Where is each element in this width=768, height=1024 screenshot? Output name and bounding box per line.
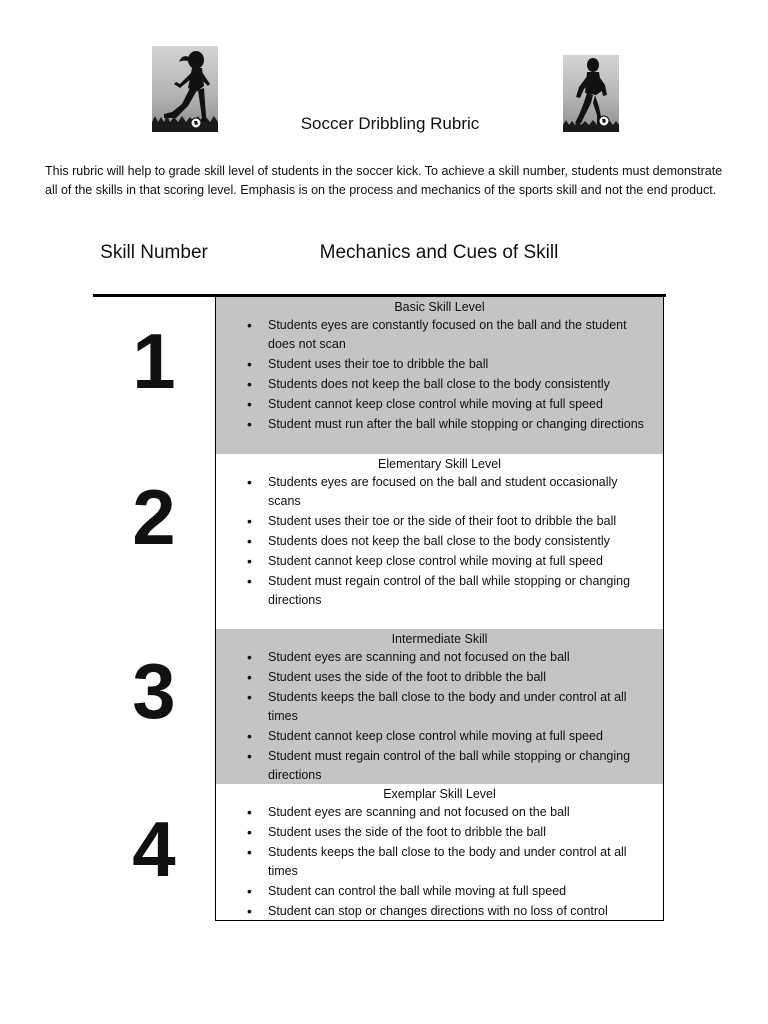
cue-item: • Student uses the side of the foot to dribble the ball bbox=[268, 668, 651, 687]
cue-list bbox=[216, 473, 663, 610]
level-row-2 bbox=[216, 454, 663, 629]
soccer-player-icon bbox=[563, 55, 619, 132]
level-title: Basic Skill Level bbox=[394, 300, 485, 314]
cue-item: • Student cannot keep close control while moving at full speed bbox=[268, 552, 651, 571]
rubric-table bbox=[215, 297, 664, 921]
cue-item: • Students keeps the ball close to the body and under control at all times bbox=[268, 688, 651, 726]
soccer-player-right-image bbox=[563, 55, 619, 132]
intro-paragraph: This rubric will help to grade skill level of students in the soccer kick. To achieve a skill number, students must demonstrate all of the skills in that scoring level. Emphasis is on the process and mechanics of the sports skill and not the end product. bbox=[45, 164, 723, 197]
cue-item: • Students keeps the ball close to the body and under control at all times bbox=[268, 843, 651, 881]
cue-item: • Student uses their toe to dribble the ball bbox=[268, 355, 651, 374]
level-row-3 bbox=[216, 629, 663, 784]
skill-number-4: 4 bbox=[132, 805, 176, 893]
cue-item: • Student eyes are scanning and not focused on the ball bbox=[268, 803, 651, 822]
skill-number-3: 3 bbox=[132, 647, 176, 735]
level-title: Exemplar Skill Level bbox=[383, 787, 496, 801]
cue-list bbox=[216, 803, 663, 921]
cue-item: • Students eyes are constantly focused on the ball and the student does not scan bbox=[268, 316, 651, 354]
level-row-1 bbox=[216, 297, 663, 454]
document-title: Soccer Dribbling Rubric bbox=[300, 114, 480, 133]
cue-item: • Student can stop or changes directions with no loss of control bbox=[268, 902, 651, 921]
cue-item: • Students eyes are focused on the ball and student occasionally scans bbox=[268, 473, 651, 511]
level-row-4 bbox=[216, 784, 663, 921]
cue-item: • Student cannot keep close control while moving at full speed bbox=[268, 395, 651, 414]
cue-item: • Student must regain control of the ball while stopping or changing directions bbox=[268, 747, 651, 785]
cue-item: • Student must regain control of the ball while stopping or changing directions bbox=[268, 572, 651, 610]
cue-item: • Students does not keep the ball close to the body consistently bbox=[268, 375, 651, 394]
cue-list bbox=[216, 316, 663, 434]
cue-item: • Student eyes are scanning and not focused on the ball bbox=[268, 648, 651, 667]
soccer-player-icon bbox=[152, 46, 218, 132]
level-title: Elementary Skill Level bbox=[378, 457, 501, 471]
soccer-player-left-image bbox=[152, 46, 218, 132]
cue-item: • Student uses their toe or the side of their foot to dribble the ball bbox=[268, 512, 651, 531]
cue-item: • Student cannot keep close control while moving at full speed bbox=[268, 727, 651, 746]
cue-item: • Student must run after the ball while stopping or changing directions bbox=[268, 415, 651, 434]
cue-item: • Student uses the side of the foot to dribble the ball bbox=[268, 823, 651, 842]
cue-item: • Students does not keep the ball close to the body consistently bbox=[268, 532, 651, 551]
header-mechanics: Mechanics and Cues of Skill bbox=[319, 242, 559, 263]
level-title: Intermediate Skill bbox=[391, 632, 488, 646]
skill-number-2: 2 bbox=[132, 473, 176, 561]
header-skill-number: Skill Number bbox=[100, 242, 208, 263]
cue-list bbox=[216, 648, 663, 785]
skill-number-1: 1 bbox=[132, 317, 176, 405]
cue-item: • Student can control the ball while moving at full speed bbox=[268, 882, 651, 901]
